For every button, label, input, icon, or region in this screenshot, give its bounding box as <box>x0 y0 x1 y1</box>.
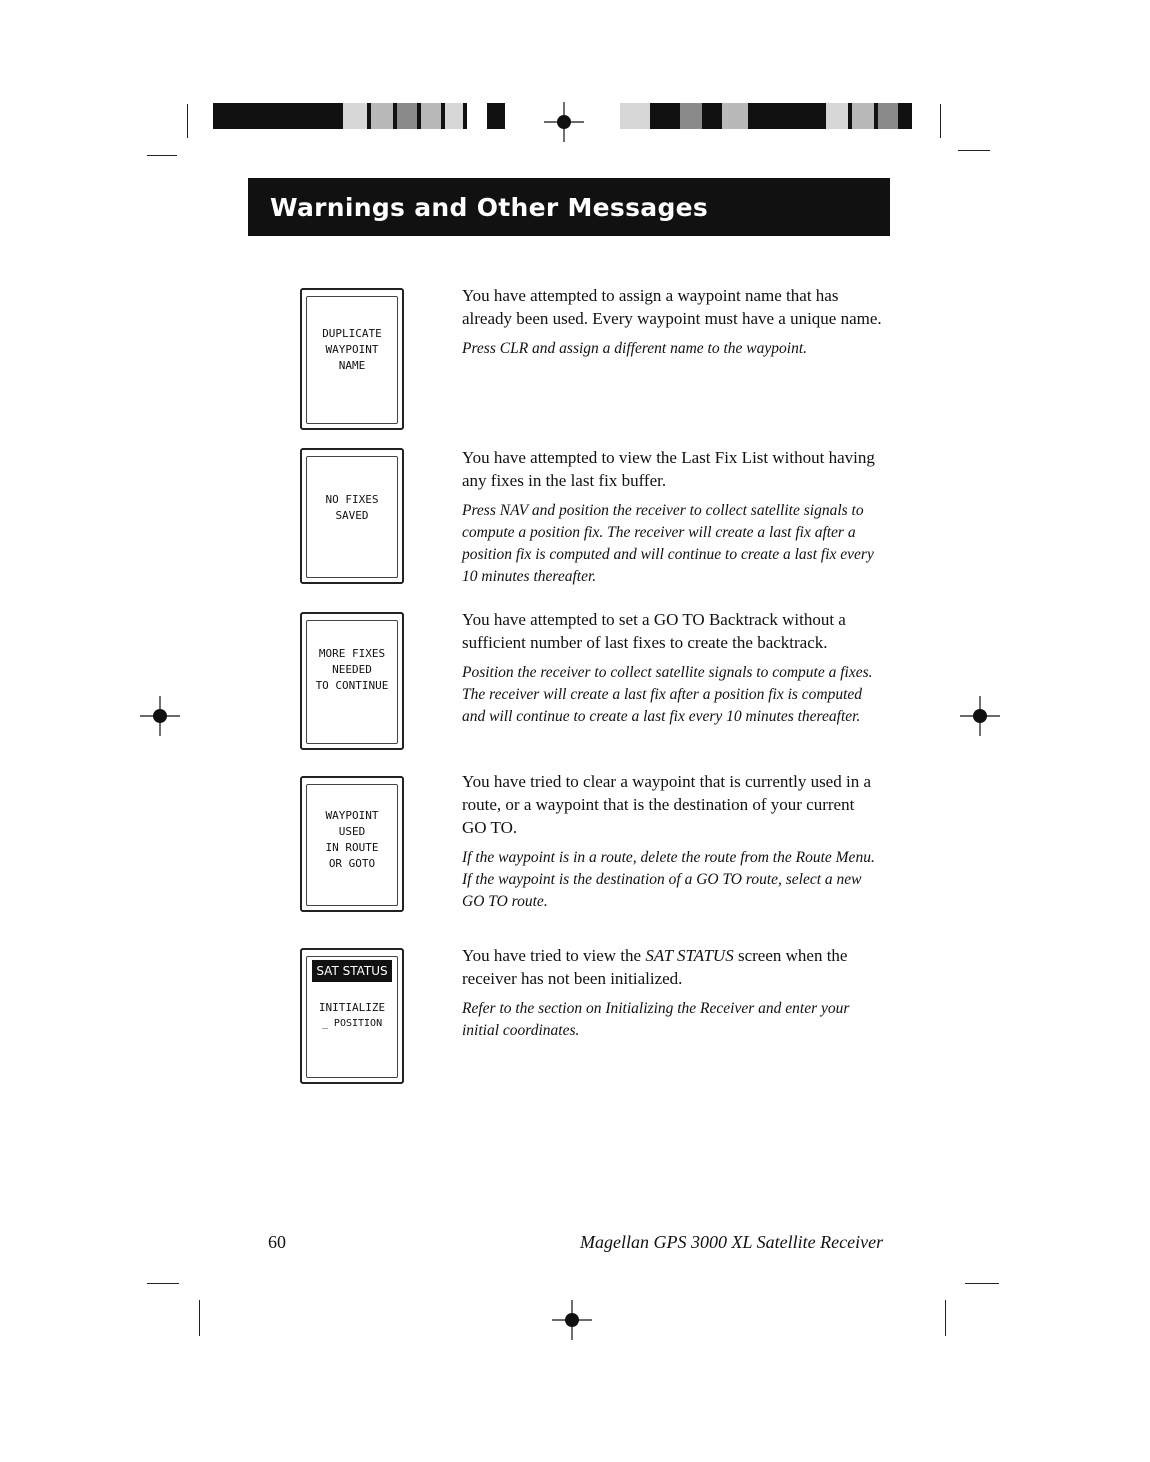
lcd-line: NEEDED <box>332 663 372 676</box>
lcd-screen-header: SAT STATUS <box>312 960 392 982</box>
lcd-line: IN ROUTE <box>325 841 379 854</box>
lcd-screen-sat-status <box>300 948 404 1084</box>
crop-mark-top-left <box>187 104 188 138</box>
crop-mark-bottom-left-h <box>147 1283 179 1284</box>
message-action: Press NAV and position the receiver to collect satellite signals to compute a position fix. The receiver will create a last fix after a position fix is computed and will continue to create a last fix every 10 minutes thereafter. <box>462 502 874 585</box>
registration-target-icon <box>552 1300 592 1340</box>
lcd-line: NAME <box>338 359 366 372</box>
lcd-line: OR GOTO <box>328 857 376 870</box>
lcd-line: _ POSITION <box>321 1018 383 1029</box>
lcd-line: WAYPOINT <box>325 343 379 356</box>
message-entry <box>462 944 882 1042</box>
lcd-line: USED <box>338 825 366 838</box>
message-description-text: screen when the receiver has not been initialized. <box>462 946 848 988</box>
message-action: Position the receiver to collect satellite signals to compute a fixes. The receiver will create a last fix after a position fix is computed and will continue to create a last fix every 10 minutes thereafter. <box>462 664 873 725</box>
lcd-line: WAYPOINT <box>325 809 379 822</box>
header-strip-right <box>620 103 912 129</box>
page-number: 60 <box>268 1232 286 1252</box>
lcd-line: SAVED <box>335 509 369 522</box>
crop-mark-bottom-left <box>199 1300 200 1336</box>
crop-mark-bottom-right-h <box>965 1283 999 1284</box>
message-description: You have attempted to set a GO TO Backtrack without a sufficient number of last fixes to create the backtrack. <box>462 610 846 652</box>
message-entry <box>462 770 882 913</box>
message-description-text: You have tried to view the <box>462 946 646 965</box>
message-entry <box>462 608 882 728</box>
crop-mark-top-right <box>940 104 941 138</box>
message-description: You have attempted to assign a waypoint name that has already been used. Every waypoint must have a unique name. <box>462 286 882 328</box>
lcd-line: DUPLICATE <box>322 327 382 340</box>
lcd-screen-waypoint-used <box>300 776 404 912</box>
registration-target-icon <box>960 696 1000 736</box>
registration-target-icon <box>544 102 584 142</box>
header-strip-left <box>213 103 505 129</box>
message-action: Press CLR and assign a different name to the waypoint. <box>462 340 808 357</box>
lcd-line: INITIALIZE <box>318 1001 386 1014</box>
running-footer-title: Magellan GPS 3000 XL Satellite Receiver <box>580 1232 884 1252</box>
message-entry <box>462 446 882 588</box>
crop-mark-bottom-right <box>945 1300 946 1336</box>
registration-target-icon <box>140 696 180 736</box>
screen-name-reference: SAT STATUS <box>645 946 734 965</box>
message-description: You have tried to clear a waypoint that is currently used in a route, or a waypoint that is the destination of your current GO TO. <box>462 772 871 837</box>
message-action: Refer to the section on Initializing the Receiver and enter your initial coordinates. <box>462 1000 850 1039</box>
message-entry <box>462 284 882 360</box>
lcd-screen-more-fixes <box>300 612 404 750</box>
lcd-line: MORE FIXES <box>318 647 386 660</box>
message-description <box>462 944 882 990</box>
message-action: If the waypoint is in a route, delete the route from the Route Menu. If the waypoint is the destination of a GO TO route, select a new GO TO route. <box>462 849 875 910</box>
crop-mark-top-left-h <box>147 155 177 156</box>
crop-mark-top-right-h <box>958 150 990 151</box>
lcd-line: TO CONTINUE <box>315 679 389 692</box>
message-description: You have attempted to view the Last Fix List without having any fixes in the last fix buffer. <box>462 448 875 490</box>
lcd-screen-no-fixes <box>300 448 404 584</box>
lcd-screen-duplicate-waypoint <box>300 288 404 430</box>
lcd-line: NO FIXES <box>325 493 379 506</box>
section-title-banner: Warnings and Other Messages <box>248 178 890 236</box>
